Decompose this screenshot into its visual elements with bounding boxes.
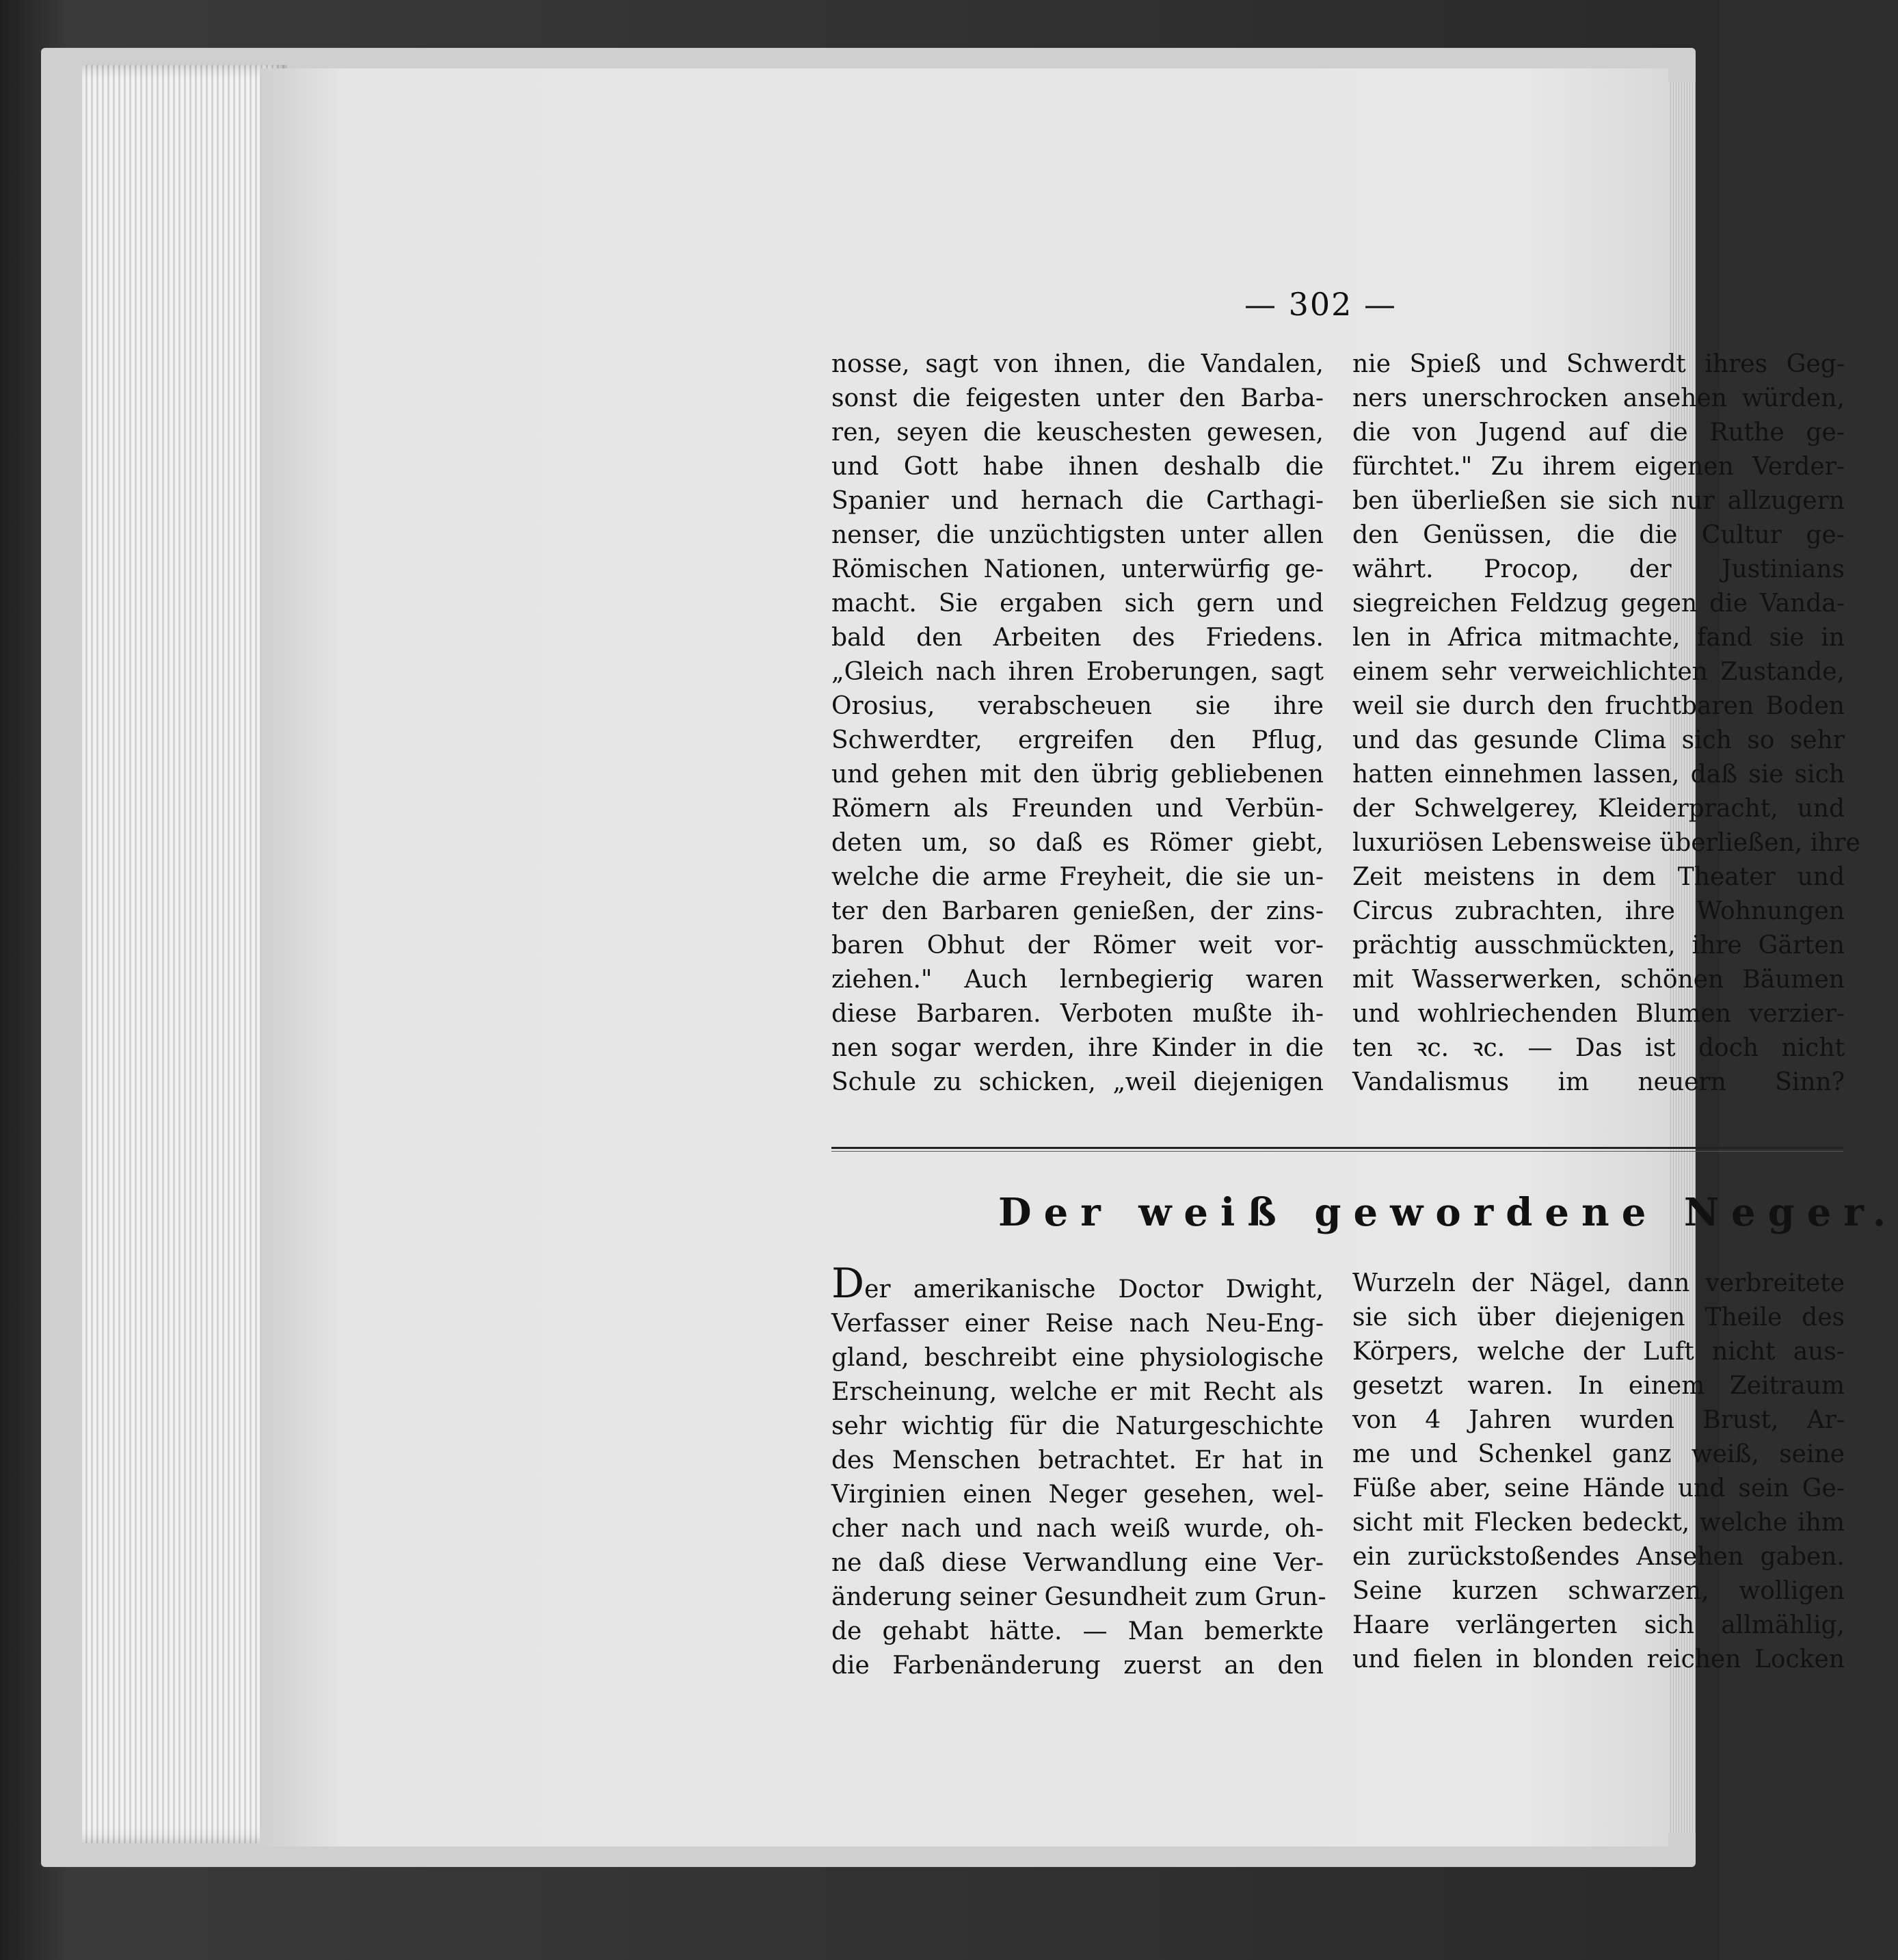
text-line: bald den Arbeiten des Friedens. bbox=[831, 624, 1324, 652]
article2-left-column bbox=[831, 1260, 1326, 1683]
text-line: weil sie durch den fruchtbaren Boden bbox=[1352, 692, 1845, 720]
text-line: hatten einnehmen lassen, daß sie sich bbox=[1352, 760, 1845, 789]
text-line: Spanier und hernach die Carthagi- bbox=[831, 487, 1324, 515]
text-line: baren Obhut der Römer weit vor- bbox=[831, 931, 1324, 959]
text-line: ten ꝛc. ꝛc. — Das ist doch nicht bbox=[1352, 1034, 1845, 1062]
text-line: und gehen mit den übrig gebliebenen bbox=[831, 760, 1324, 789]
text-line: ren, seyen die keuschesten gewesen, bbox=[831, 419, 1324, 447]
text-line: macht. Sie ergaben sich gern und bbox=[831, 590, 1324, 618]
text-line: Wurzeln der Nägel, dann verbreitete bbox=[1352, 1269, 1845, 1297]
book-page bbox=[260, 68, 1898, 1846]
text-line: welche die arme Freyheit, die sie un- bbox=[831, 863, 1324, 891]
text-line: die Farbenänderung zuerst an den bbox=[831, 1652, 1324, 1680]
text-line: Virginien einen Neger gesehen, wel- bbox=[831, 1481, 1324, 1509]
text-line: Circus zubrachten, ihre Wohnungen bbox=[1352, 897, 1845, 925]
text-line: nie Spieß und Schwerdt ihres Geg- bbox=[1352, 350, 1845, 378]
text-line: nosse, sagt von ihnen, die Vandalen, bbox=[831, 350, 1324, 378]
text-line: die von Jugend auf die Ruthe ge- bbox=[1352, 419, 1845, 447]
text-line: Körpers, welche der Luft nicht aus- bbox=[1352, 1338, 1845, 1366]
article2-right-column bbox=[1352, 1267, 1845, 1677]
text-line: Seine kurzen schwarzen, wolligen bbox=[1352, 1577, 1845, 1605]
text-line: und Gott habe ihnen deshalb die bbox=[831, 453, 1324, 481]
text-line: sehr wichtig für die Naturgeschichte bbox=[831, 1412, 1324, 1440]
text-line: ein zurückstoßendes Ansehen gaben. bbox=[1352, 1543, 1845, 1571]
text-line: len in Africa mitmachte, fand sie in bbox=[1352, 624, 1845, 652]
text-line: gland, beschreibt eine physiologische bbox=[831, 1344, 1324, 1372]
text-line: währt. Procop, der Justinians bbox=[1352, 555, 1845, 583]
text-line: de gehabt hätte. — Man bemerkte bbox=[831, 1617, 1324, 1645]
text-line: Verfasser einer Reise nach Neu-Eng- bbox=[831, 1310, 1324, 1338]
text-line: siegreichen Feldzug gegen die Vanda- bbox=[1352, 590, 1845, 618]
text-line: Füße aber, seine Hände und sein Ge- bbox=[1352, 1474, 1845, 1502]
text-line: den Genüssen, die die Cultur ge- bbox=[1352, 521, 1845, 549]
text-line: sonst die feigesten unter den Barba- bbox=[831, 384, 1324, 412]
article1-right-column bbox=[1352, 347, 1860, 1100]
text-line: prächtig ausschmückten, ihre Gärten bbox=[1352, 931, 1845, 959]
article-heading: Der weiß gewordene Neger. bbox=[998, 1190, 1898, 1235]
text-line: der Schwelgerey, Kleiderpracht, und bbox=[1352, 795, 1845, 823]
text-line: ben überließen sie sich nur allzugern bbox=[1352, 487, 1845, 515]
text-line: me und Schenkel ganz weiß, seine bbox=[1352, 1440, 1845, 1468]
text-line: ter den Barbaren genießen, der zins- bbox=[831, 897, 1324, 925]
text-line: ners unerschrocken ansehen würden, bbox=[1352, 384, 1845, 412]
text-line: Römern als Freunden und Verbün- bbox=[831, 795, 1324, 823]
article1-left-column bbox=[831, 347, 1324, 1100]
text-line: ziehen." Auch lernbegierig waren bbox=[831, 966, 1324, 994]
text-line: und wohlriechenden Blumen verzier- bbox=[1352, 1000, 1845, 1028]
text-line: Schwerdter, ergreifen den Pflug, bbox=[831, 726, 1324, 754]
text-line: Der amerikanische Doctor Dwight, bbox=[831, 1260, 1324, 1308]
text-line: nenser, die unzüchtigsten unter allen bbox=[831, 521, 1324, 549]
text-line: gesetzt waren. In einem Zeitraum bbox=[1352, 1372, 1845, 1400]
text-line: luxuriösen Lebensweise überließen, ihre bbox=[1352, 829, 1860, 857]
text-line: Zeit meistens in dem Theater und bbox=[1352, 863, 1845, 891]
text-line: sicht mit Flecken bedeckt, welche ihm bbox=[1352, 1509, 1845, 1537]
text-line: Vandalismus im neuern Sinn? bbox=[1352, 1068, 1845, 1096]
text-line: von 4 Jahren wurden Brust, Ar- bbox=[1352, 1406, 1845, 1434]
text-line: und das gesunde Clima sich so sehr bbox=[1352, 726, 1845, 754]
section-divider bbox=[831, 1147, 1843, 1152]
text-line: Orosius, verabscheuen sie ihre bbox=[831, 692, 1324, 720]
text-line: und fielen in blonden reichen Locken bbox=[1352, 1645, 1845, 1673]
text-line: Schule zu schicken, „weil diejenigen bbox=[831, 1068, 1324, 1096]
text-line: änderung seiner Gesundheit zum Grun- bbox=[831, 1583, 1326, 1611]
text-line: cher nach und nach weiß wurde, oh- bbox=[831, 1515, 1324, 1543]
text-line: diese Barbaren. Verboten mußte ih- bbox=[831, 1000, 1324, 1028]
text-line: Römischen Nationen, unterwürfig ge- bbox=[831, 555, 1324, 583]
text-line: einem sehr verweichlichten Zustande, bbox=[1352, 658, 1845, 686]
text-line: ne daß diese Verwandlung eine Ver- bbox=[831, 1549, 1324, 1577]
text-line: „Gleich nach ihren Eroberungen, sagt bbox=[831, 658, 1324, 686]
page-number: — 302 — bbox=[1244, 286, 1398, 323]
text-line: Erscheinung, welche er mit Recht als bbox=[831, 1378, 1324, 1406]
text-line: deten um, so daß es Römer giebt, bbox=[831, 829, 1324, 857]
page-edges bbox=[82, 65, 287, 1843]
text-line: fürchtet." Zu ihrem eigenen Verder- bbox=[1352, 453, 1845, 481]
text-line: mit Wasserwerken, schönen Bäumen bbox=[1352, 966, 1845, 994]
text-line: sie sich über diejenigen Theile des bbox=[1352, 1303, 1845, 1332]
text-line: des Menschen betrachtet. Er hat in bbox=[831, 1446, 1324, 1474]
text-line: nen sogar werden, ihre Kinder in die bbox=[831, 1034, 1324, 1062]
text-line: Haare verlängerten sich allmählig, bbox=[1352, 1611, 1845, 1639]
